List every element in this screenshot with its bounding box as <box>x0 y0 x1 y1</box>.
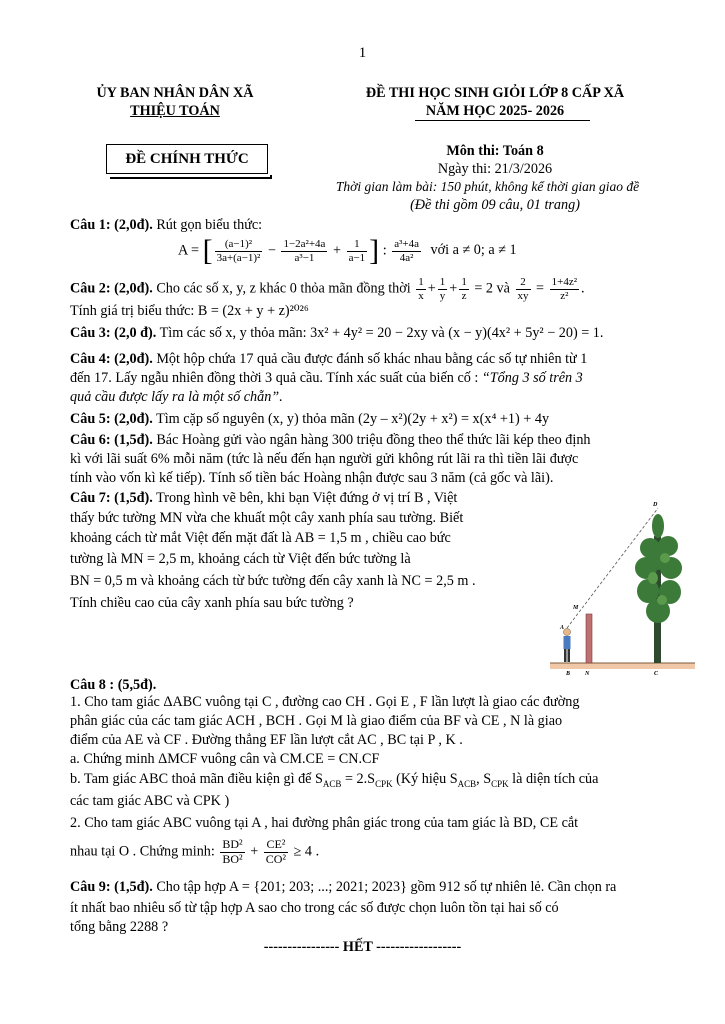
question-6-line-2: kì với lãi suất 6% mỗi năm (tức là nếu đến hạn người gửi không rút lãi ra thì tiền lãi được <box>70 451 579 467</box>
label-c: C <box>654 671 659 677</box>
person-viet <box>564 629 571 663</box>
question-8: Câu 8 : (5,5đ). <box>70 677 157 693</box>
question-7: Câu 7: (1,5đ). Trong hình vẽ bên, khi bạn Việt đứng ở vị trí B , Việt <box>70 490 458 506</box>
header-left-line2: THIỆU TOÁN <box>130 103 220 119</box>
exam-date: Ngày thi: 21/3/2026 <box>437 161 553 177</box>
question-6: Câu 6: (1,5đ). Bác Hoàng gửi vào ngân hàng 300 triệu đồng theo thể thức lãi kép theo định <box>70 432 591 448</box>
end-marker: ---------------- HẾT ------------------ <box>263 939 462 955</box>
official-exam-box: ĐỀ CHÍNH THỨC <box>106 144 268 174</box>
question-7-line-2: thấy bức tường MN vừa che khuất một cây xanh phía sau tường. Biết <box>70 510 464 526</box>
question-4-line-3: quả cầu được lấy ra là một số chẵn”. <box>70 389 283 405</box>
question-8-part-2-line-1: 2. Cho tam giác ABC vuông tại A , hai đường phân giác trong của tam giác là BD, CE cắt <box>70 815 579 831</box>
question-2-line-2: Tính giá trị biểu thức: B = (2x + y + z)²⁰²⁶ <box>70 303 309 319</box>
question-8-part-1-line-2: phân giác của các tam giác ACH , BCH . Gọi M là giao điểm của BF và CE , N là giao <box>70 713 563 729</box>
question-7-line-6: Tính chiều cao của cây xanh phía sau bức tường ? <box>70 595 354 611</box>
header-right-line1: ĐỀ THI HỌC SINH GIỎI LỚP 8 CẤP XÃ <box>365 85 625 101</box>
label-n: N <box>585 671 590 677</box>
label-d: D <box>653 502 658 508</box>
question-8-part-1a: a. Chứng minh ΔMCF vuông cân và CM.CE = CN.CF <box>70 751 380 767</box>
question-4: Câu 4: (2,0đ). Một hộp chứa 17 quả cầu được đánh số khác nhau bằng các số tự nhiên từ 1 <box>70 351 588 367</box>
question-3: Câu 3: (2,0 đ). Tìm các số x, y thỏa mãn: 3x² + 4y² = 20 − 2xy và (x − y)(4x² + 5y² − 20) = 1. <box>70 325 604 341</box>
question-8-part-1b-line-2: các tam giác ABC và CPK ) <box>70 793 230 809</box>
question-1-expression: A = [ $\frac{\text{(a−1)²}}{\text{3a+(a−1)²}}$ − $\frac{\text{1−2a²+4a}}{\text{a³−1}}$ + $\frac{1}{a-1}$ ] : $\frac{\text{a³+4a}}{\text{4a²}}$ với a ≠ 0; a ≠ 1 <box>178 234 517 267</box>
question-6-line-3: tính vào vốn kì kế tiếp). Tính số tiền bác Hoàng nhận được sau 3 năm (cả gốc và lãi). <box>70 470 554 486</box>
question-8-part-1-line-1: 1. Cho tam giác ΔABC vuông tại C , đường cao CH . Gọi E , F lần lượt là giao các đường <box>70 694 580 710</box>
ground <box>550 663 695 669</box>
question-9-line-3: tổng bằng 2288 ? <box>70 919 169 935</box>
question-9: Câu 9: (1,5đ). Cho tập hợp A = {201; 203; ...; 2021; 2023} gồm 912 số tự nhiên lẻ. Cần chọn ra <box>70 879 617 895</box>
question-8-part-2-line-2: nhau tại O . Chứng minh: $\frac{\text{BD²}}{\text{BO²}}$ + $\frac{\text{CE²}}{\text{CO²}}$ ≥ 4 . <box>70 837 320 866</box>
question-1: Câu 1: (2,0đ). Rút gọn biểu thức: <box>70 217 263 233</box>
question-8-part-1b: b. Tam giác ABC thoả mãn điều kiện gì để $S_{ACB} = 2.S_{CPK}$ (Ký hiệu $S_{ACB}$, $S_{CPK}$ là diện tích của <box>70 771 599 789</box>
exam-subject: Môn thi: Toán 8 <box>446 143 544 159</box>
tree-foliage <box>635 514 682 623</box>
page-number: 1 <box>358 45 367 61</box>
question-7-line-4: tường là MN = 2,5 m, khoảng cách từ Việt đến bức tường là <box>70 551 411 567</box>
official-box-shadow <box>110 175 272 179</box>
exam-pages: (Đề thi gồm 09 câu, 01 trang) <box>410 197 580 213</box>
label-m: M <box>573 605 579 611</box>
wall <box>586 614 592 663</box>
label-a: A <box>560 625 565 631</box>
label-b: B <box>566 671 571 677</box>
question-2: Câu 2: (2,0đ). Cho các số x, y, z khác 0 thỏa mãn đồng thời $\frac{1}{x}$ + $\frac{1}{y}$ + $\frac{1}{z}$ = 2 và $\frac{2}{xy}$ = $\frac{\text{1+4z²}}{\text{z²}}$ . <box>70 276 585 302</box>
header-right-line2: NĂM HỌC 2025- 2026 <box>425 103 565 119</box>
question-5: Câu 5: (2,0đ). Tìm cặp số nguyên (x, y) thỏa mãn (2y – x²)(2y + x²) = x(x⁴ +1) + 4y <box>70 411 550 427</box>
question-9-line-2: ít nhất bao nhiêu số từ tập hợp A sao cho trong các số được chọn luôn tồn tại hai số có <box>70 900 559 916</box>
question-7-figure <box>550 496 695 678</box>
question-4-line-2: đến 17. Lấy ngẫu nhiên đồng thời 3 quả cầu. Tính xác suất của biến cố : “Tổng 3 số trên 3 <box>70 370 583 386</box>
header-underline <box>415 120 590 121</box>
question-7-line-5: BN = 0,5 m và khoảng cách từ bức tường đến cây xanh là NC = 2,5 m . <box>70 573 476 589</box>
question-7-line-3: khoảng cách từ mắt Việt đến mặt đất là AB = 1,5 m , chiều cao bức <box>70 530 451 546</box>
question-8-part-1-line-3: điểm của AE và CF . Đường thẳng EF lần lượt cắt AC , BC tại P , K . <box>70 732 463 748</box>
header-left-line1: ỦY BAN NHÂN DÂN XÃ <box>96 85 254 101</box>
exam-duration: Thời gian làm bài: 150 phút, không kể thời gian giao đề <box>335 179 640 194</box>
